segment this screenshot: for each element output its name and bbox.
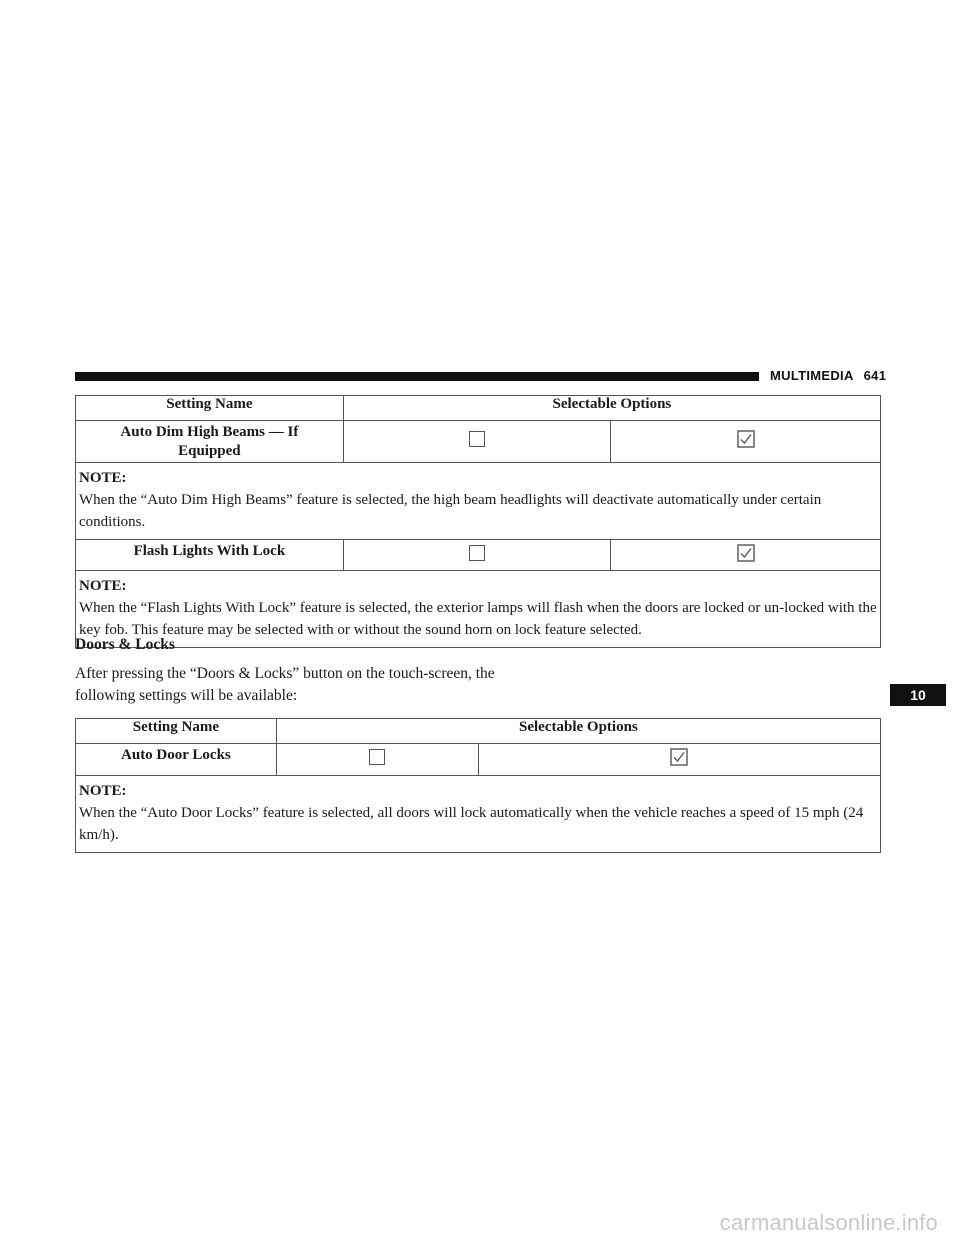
note-label: NOTE: [79,578,127,594]
note-cell [76,571,881,648]
checkbox-empty-icon [469,545,485,561]
checkbox-checked-icon [737,430,755,448]
note-row [76,776,881,853]
page-number: 641 [863,368,887,383]
table-row [76,744,881,776]
chapter-tab: 10 [890,684,946,706]
checkbox-checked-icon [737,544,755,562]
option-checked[interactable] [611,540,881,571]
checkbox-empty-icon [369,749,385,765]
column-header-selectable-options: Selectable Options [343,396,880,421]
column-header-setting-name: Setting Name [76,396,344,421]
table-header-row [76,396,881,421]
section-paragraph: After pressing the “Doors & Locks” button on the touch-screen, the following settings will be available: [75,665,495,704]
checkbox-empty-icon [469,431,485,447]
note-label: NOTE: [79,783,127,799]
setting-name: Auto Dim High Beams — If Equipped [76,421,344,463]
settings-table-doors-locks [75,718,881,853]
setting-name: Flash Lights With Lock [76,540,344,571]
running-header [770,368,886,383]
note-row [76,571,881,648]
table-header-row [76,719,881,744]
option-unchecked[interactable] [343,540,611,571]
checkbox-checked-icon [670,748,688,766]
option-checked[interactable] [478,744,881,776]
option-unchecked[interactable] [276,744,478,776]
section-heading: Doors & Locks [75,636,175,653]
section-title: MULTIMEDIA [770,368,854,383]
header-rule [75,372,759,381]
column-header-selectable-options: Selectable Options [276,719,880,744]
note-label: NOTE: [79,470,127,486]
table-row [76,421,881,463]
note-cell [76,463,881,540]
table-row [76,540,881,571]
note-cell [76,776,881,853]
option-unchecked[interactable] [343,421,611,463]
option-checked[interactable] [611,421,881,463]
note-text: When the “Auto Door Locks” feature is selected, all doors will lock automatically when the vehicle reaches a speed of 15 mph (24 km/h). [79,805,864,843]
watermark: carmanualsonline.info [719,1210,938,1235]
note-text: When the “Auto Dim High Beams” feature is selected, the high beam headlights will deactivate automatically under certain conditions. [79,492,822,530]
column-header-setting-name: Setting Name [76,719,277,744]
note-text: When the “Flash Lights With Lock” feature is selected, the exterior lamps will flash when the doors are locked or un-locked with the key fob. This feature may be selected with or without the sound horn on lock feature selected. [79,600,877,638]
setting-name: Auto Door Locks [76,744,277,776]
note-row [76,463,881,540]
settings-table-lights [75,395,881,648]
